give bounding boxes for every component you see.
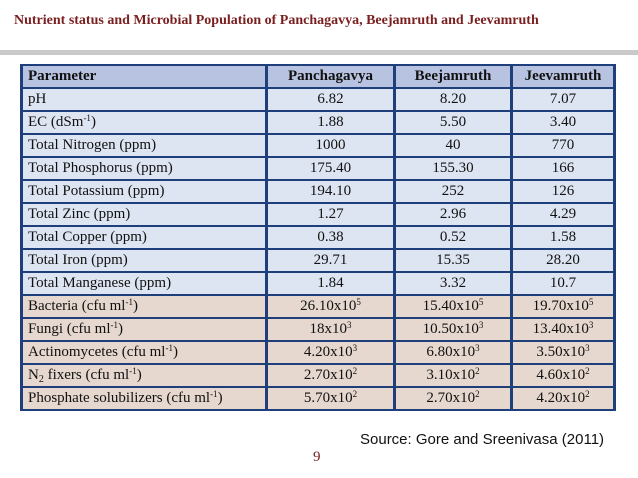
parameter-cell bbox=[23, 388, 265, 409]
superscript: -1 bbox=[210, 389, 218, 399]
value-cell bbox=[513, 250, 613, 271]
parameter-cell bbox=[23, 296, 265, 317]
value-cell bbox=[513, 158, 613, 179]
table-row bbox=[23, 296, 613, 317]
cell-text: 175.40 bbox=[309, 160, 352, 176]
value-cell bbox=[513, 181, 613, 202]
cell-text: 5.70x10 bbox=[303, 390, 353, 406]
superscript: 3 bbox=[585, 343, 590, 353]
superscript: 2 bbox=[352, 389, 358, 399]
cell-text: 18x10 bbox=[309, 321, 347, 337]
cell-text: 6.80x10 bbox=[426, 344, 476, 360]
table-row bbox=[23, 227, 613, 248]
cell-text: Total Phosphorus (ppm) bbox=[28, 160, 173, 176]
cell-text: 155.30 bbox=[432, 160, 474, 176]
value-cell bbox=[268, 296, 393, 317]
value-cell bbox=[396, 273, 510, 294]
cell-text: 10.50x10 bbox=[422, 321, 479, 337]
superscript: 2 bbox=[585, 389, 590, 399]
cell-text: 3.10x10 bbox=[426, 367, 476, 383]
cell-text: 1.88 bbox=[317, 114, 344, 130]
value-cell bbox=[396, 227, 510, 248]
cell-text: Total Zinc (ppm) bbox=[28, 206, 131, 222]
cell-text: ) bbox=[90, 114, 96, 130]
value-cell bbox=[268, 181, 393, 202]
value-cell bbox=[513, 365, 613, 386]
table-row bbox=[23, 89, 613, 110]
cell-text: 1000 bbox=[315, 137, 346, 153]
parameter-cell bbox=[23, 135, 265, 156]
nutrient-microbe-table bbox=[20, 64, 616, 411]
value-cell bbox=[513, 89, 613, 110]
table-header-row bbox=[23, 66, 613, 87]
value-cell bbox=[513, 112, 613, 133]
cell-text: Actinomycetes (cfu ml bbox=[28, 344, 166, 360]
cell-text: 15.40x10 bbox=[422, 298, 479, 314]
value-cell bbox=[396, 135, 510, 156]
value-cell bbox=[396, 319, 510, 340]
table-row bbox=[23, 273, 613, 294]
parameter-cell bbox=[23, 204, 265, 225]
superscript: -1 bbox=[83, 113, 91, 123]
parameter-cell bbox=[23, 112, 265, 133]
cell-text: 166 bbox=[551, 160, 575, 176]
cell-text: 4.20x10 bbox=[303, 344, 353, 360]
table-row bbox=[23, 342, 613, 363]
cell-text: Total Potassium (ppm) bbox=[28, 183, 165, 199]
table-row bbox=[23, 388, 613, 409]
cell-text: 5.50 bbox=[439, 114, 467, 130]
header-beejamruth: Beejamruth bbox=[396, 66, 510, 87]
value-cell bbox=[513, 273, 613, 294]
value-cell bbox=[513, 204, 613, 225]
value-cell bbox=[396, 365, 510, 386]
cell-text: 13.40x10 bbox=[532, 321, 589, 337]
cell-text: 8.20 bbox=[439, 91, 467, 107]
value-cell bbox=[268, 227, 393, 248]
cell-text: 4.20x10 bbox=[536, 390, 586, 406]
parameter-cell bbox=[23, 89, 265, 110]
table-row bbox=[23, 250, 613, 271]
cell-text: ) bbox=[118, 321, 123, 337]
cell-text: 4.60x10 bbox=[536, 367, 586, 383]
superscript: 3 bbox=[352, 343, 358, 353]
parameter-cell bbox=[23, 250, 265, 271]
slide-title: Nutrient status and Microbial Population of Panchagavya, Beejamruth and Jeevamruth bbox=[14, 13, 539, 28]
cell-text: 4.29 bbox=[549, 206, 577, 222]
table-body bbox=[23, 89, 613, 409]
cell-text: Bacteria (cfu ml bbox=[28, 298, 126, 314]
header-parameter: Parameter bbox=[23, 66, 265, 87]
cell-text: ) bbox=[172, 344, 178, 360]
parameter-cell bbox=[23, 342, 265, 363]
cell-text: 770 bbox=[551, 137, 575, 153]
value-cell bbox=[396, 296, 510, 317]
cell-text: 194.10 bbox=[309, 183, 352, 199]
table-row bbox=[23, 112, 613, 133]
table-row bbox=[23, 158, 613, 179]
cell-text: 3.40 bbox=[549, 114, 577, 130]
subscript: 2 bbox=[38, 374, 44, 385]
parameter-cell bbox=[23, 365, 265, 386]
superscript: -1 bbox=[125, 297, 133, 307]
value-cell bbox=[268, 89, 393, 110]
value-cell bbox=[268, 388, 393, 409]
cell-text: 28.20 bbox=[546, 252, 580, 268]
cell-text: 7.07 bbox=[549, 91, 577, 107]
cell-text: Total Iron (ppm) bbox=[28, 252, 128, 268]
value-cell bbox=[396, 204, 510, 225]
cell-text: fixers (cfu ml bbox=[43, 367, 130, 383]
table-row bbox=[23, 319, 613, 340]
table-row bbox=[23, 181, 613, 202]
value-cell bbox=[513, 388, 613, 409]
cell-text: 3.50x10 bbox=[536, 344, 586, 360]
superscript: 5 bbox=[478, 297, 484, 307]
value-cell bbox=[513, 227, 613, 248]
value-cell bbox=[396, 89, 510, 110]
value-cell bbox=[396, 181, 510, 202]
parameter-cell bbox=[23, 319, 265, 340]
cell-text: 0.52 bbox=[439, 229, 467, 245]
cell-text: Total Copper (ppm) bbox=[28, 229, 147, 245]
cell-text: ) bbox=[132, 298, 138, 314]
parameter-cell bbox=[23, 227, 265, 248]
value-cell bbox=[396, 250, 510, 271]
superscript: 3 bbox=[475, 343, 480, 353]
value-cell bbox=[396, 158, 510, 179]
superscript: 3 bbox=[347, 320, 352, 330]
value-cell bbox=[268, 319, 393, 340]
header-panchagavya: Panchagavya bbox=[268, 66, 393, 87]
superscript: 2 bbox=[585, 366, 590, 376]
superscript: 2 bbox=[352, 366, 358, 376]
cell-text: 3.32 bbox=[439, 275, 467, 291]
cell-text: 1.27 bbox=[317, 206, 344, 222]
superscript: 3 bbox=[478, 320, 484, 330]
value-cell bbox=[396, 112, 510, 133]
table-row bbox=[23, 204, 613, 225]
cell-text: ) bbox=[217, 390, 223, 406]
cell-text: 2.96 bbox=[439, 206, 467, 222]
cell-text: Total Nitrogen (ppm) bbox=[28, 137, 157, 153]
superscript: 2 bbox=[475, 366, 480, 376]
value-cell bbox=[268, 273, 393, 294]
table-row bbox=[23, 135, 613, 156]
page-number: 9 bbox=[313, 449, 321, 465]
superscript: -1 bbox=[165, 343, 173, 353]
value-cell bbox=[513, 319, 613, 340]
value-cell bbox=[268, 250, 393, 271]
value-cell bbox=[268, 112, 393, 133]
cell-text: 1.84 bbox=[317, 275, 344, 291]
value-cell bbox=[513, 296, 613, 317]
value-cell bbox=[268, 158, 393, 179]
cell-text: 15.35 bbox=[436, 252, 470, 268]
cell-text: 6.82 bbox=[317, 91, 344, 107]
cell-text: Total Manganese (ppm) bbox=[28, 275, 172, 291]
value-cell bbox=[268, 365, 393, 386]
cell-text: 126 bbox=[551, 183, 575, 199]
cell-text: 252 bbox=[441, 183, 465, 199]
cell-text: 2.70x10 bbox=[303, 367, 353, 383]
cell-text: N bbox=[28, 367, 39, 383]
cell-text: 19.70x10 bbox=[532, 298, 589, 314]
value-cell bbox=[513, 342, 613, 363]
cell-text: 40 bbox=[445, 137, 461, 153]
header-jeevamruth: Jeevamruth bbox=[513, 66, 613, 87]
superscript: 5 bbox=[356, 297, 361, 307]
value-cell bbox=[268, 135, 393, 156]
value-cell bbox=[513, 135, 613, 156]
cell-text: 1.58 bbox=[549, 229, 577, 245]
cell-text: pH bbox=[28, 91, 47, 107]
value-cell bbox=[268, 204, 393, 225]
value-cell bbox=[396, 342, 510, 363]
value-cell bbox=[268, 342, 393, 363]
cell-text: 26.10x10 bbox=[300, 298, 357, 314]
parameter-cell bbox=[23, 273, 265, 294]
source-citation: Source: Gore and Sreenivasa (2011) bbox=[360, 431, 605, 448]
title-divider bbox=[0, 50, 638, 55]
table-row bbox=[23, 365, 613, 386]
parameter-cell bbox=[23, 181, 265, 202]
superscript: 5 bbox=[588, 297, 594, 307]
parameter-cell bbox=[23, 158, 265, 179]
superscript: 3 bbox=[588, 320, 594, 330]
cell-text: ) bbox=[136, 367, 142, 383]
superscript: -1 bbox=[129, 366, 137, 376]
cell-text: Fungi (cfu ml bbox=[28, 321, 111, 337]
cell-text: 10.7 bbox=[549, 275, 577, 291]
cell-text: 0.38 bbox=[317, 229, 344, 245]
superscript: 2 bbox=[475, 389, 480, 399]
cell-text: Phosphate solubilizers (cfu ml bbox=[28, 390, 211, 406]
cell-text: 2.70x10 bbox=[426, 390, 476, 406]
cell-text: EC (dSm bbox=[28, 114, 84, 130]
superscript: -1 bbox=[110, 320, 118, 330]
value-cell bbox=[396, 388, 510, 409]
cell-text: 29.71 bbox=[313, 252, 348, 268]
